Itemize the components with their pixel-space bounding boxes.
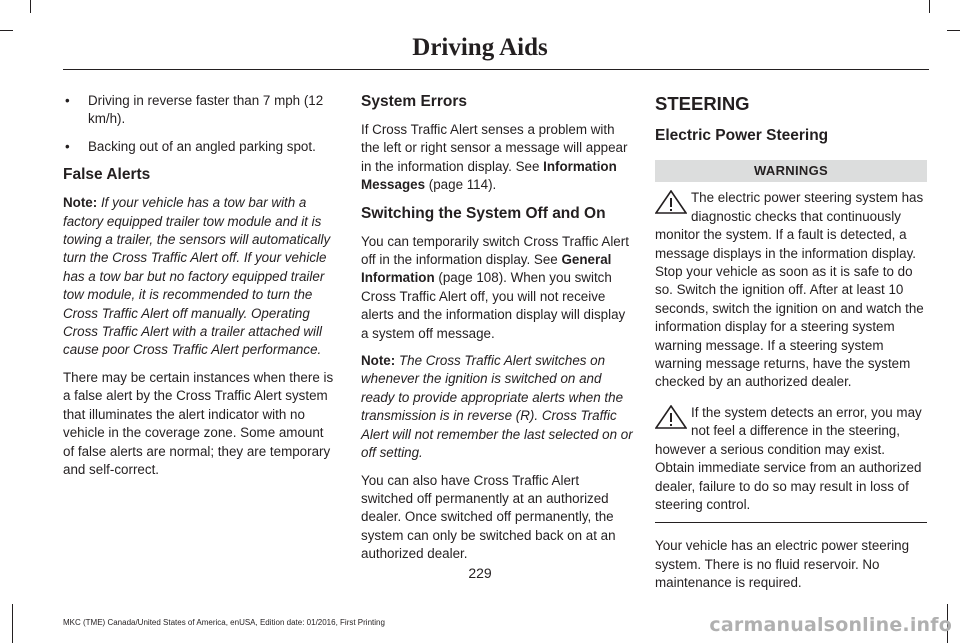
body-paragraph: Your vehicle has an electric power steering system. There is no fluid reservoir. No maintenance is required.	[655, 538, 910, 591]
warning-block	[655, 189, 927, 391]
section-heading-switching: Switching the System Off and On	[361, 204, 606, 222]
body-paragraph	[361, 121, 633, 195]
column-left	[63, 92, 335, 488]
bullet-glyph: •	[65, 138, 70, 154]
warning-triangle-icon	[655, 405, 687, 429]
crop-mark	[30, 0, 31, 13]
list-item	[63, 92, 335, 129]
section-heading-false-alerts: False Alerts	[63, 166, 151, 184]
note-text: The Cross Traffic Alert switches on whenever the ignition is switched on and ready to provide appropriate alerts when the transmission is in reverse (R). Cross Traffic Alert will not remember the last selected on or off setting.	[361, 353, 633, 461]
note-label: Note:	[361, 353, 396, 369]
chapter-heading-steering: STEERING	[655, 93, 750, 114]
section-heading-system-errors: System Errors	[361, 93, 467, 110]
crop-mark	[12, 604, 13, 643]
warning-text: If the system detects an error, you may not feel a difference in the steering, however a serious condition may exist. Obtain immediate service from an authorized dealer, failure to do so may result in loss of steering control.	[655, 404, 922, 512]
header-divider	[63, 69, 929, 70]
footer-edition: MKC (TME) Canada/United States of America, enUSA, Edition date: 01/2016, First Printing	[63, 618, 385, 627]
note-label: Note:	[63, 195, 98, 211]
page-reference: (page 114).	[428, 177, 497, 193]
warnings-banner: WARNINGS	[655, 160, 927, 182]
note-text: If your vehicle has a tow bar with a factory equipped trailer tow module and it is towing a trailer, the sensors will automatically turn the Cross Traffic Alert off. If your vehicle has a tow bar but no factory equipped trailer tow module, it is recommended to turn the Cross Traffic Alert off manually. Operating Cross Traffic Alert with a trailer attached will cause poor Cross Traffic Alert performance.	[63, 195, 331, 358]
cross-reference-link[interactable]: General Information	[361, 252, 612, 286]
bullet-text: Driving in reverse faster than 7 mph (12 km/h).	[88, 93, 324, 127]
switch-text: You can temporarily switch Cross Traffic Alert off in the information display. See	[361, 233, 629, 268]
note-paragraph	[63, 194, 335, 360]
warnings-end-divider	[655, 522, 927, 523]
note-paragraph	[361, 352, 633, 462]
bullet-text: Backing out of an angled parking spot.	[88, 138, 316, 154]
errors-text: If Cross Traffic Alert senses a problem with the left or right sensor a message will appear in the information display. See	[361, 122, 628, 174]
bullet-glyph: •	[65, 93, 70, 108]
crop-mark	[929, 0, 930, 13]
list-item	[63, 138, 335, 156]
crop-mark	[0, 30, 13, 31]
body-paragraph: There may be certain instances when there is a false alert by the Cross Traffic Alert system that illuminates the alert indicator with no vehicle in the coverage zone. Some amount of false alerts are normal; they are temporary and self-correct.	[63, 369, 334, 477]
warning-triangle-icon	[655, 190, 687, 214]
section-heading-eps: Electric Power Steering	[655, 127, 829, 144]
warning-block	[655, 404, 927, 514]
page-number: 229	[468, 565, 492, 581]
crop-mark	[947, 30, 960, 31]
body-paragraph	[361, 233, 633, 343]
page-title: Driving Aids	[412, 34, 548, 61]
warning-text: The electric power steering system has diagnostic checks that continuously monitor the system. If a fault is detected, a message displays in the information display. Stop your vehicle as soon as it is safe to do so. Switch the ignition off. After at least 10 seconds, switch the ignition on and watch the information display for a steering system warning message. If a steering system warning message returns, have the system checked by an authorized dealer.	[655, 190, 924, 390]
cross-reference-link[interactable]: Information Messages	[361, 158, 617, 193]
column-middle	[361, 92, 633, 573]
column-right	[655, 92, 927, 602]
switch-after-text: (page 108). When you switch Cross Traffic Alert off, you will not receive alerts and the information display will display a system off message.	[361, 270, 626, 341]
watermark[interactable]: carmanualsonline.info	[709, 614, 952, 636]
body-paragraph: You can also have Cross Traffic Alert switched off permanently at an authorized dealer. Once switched off permanently, the system can only be switched back on at an authorized dealer.	[361, 472, 616, 562]
